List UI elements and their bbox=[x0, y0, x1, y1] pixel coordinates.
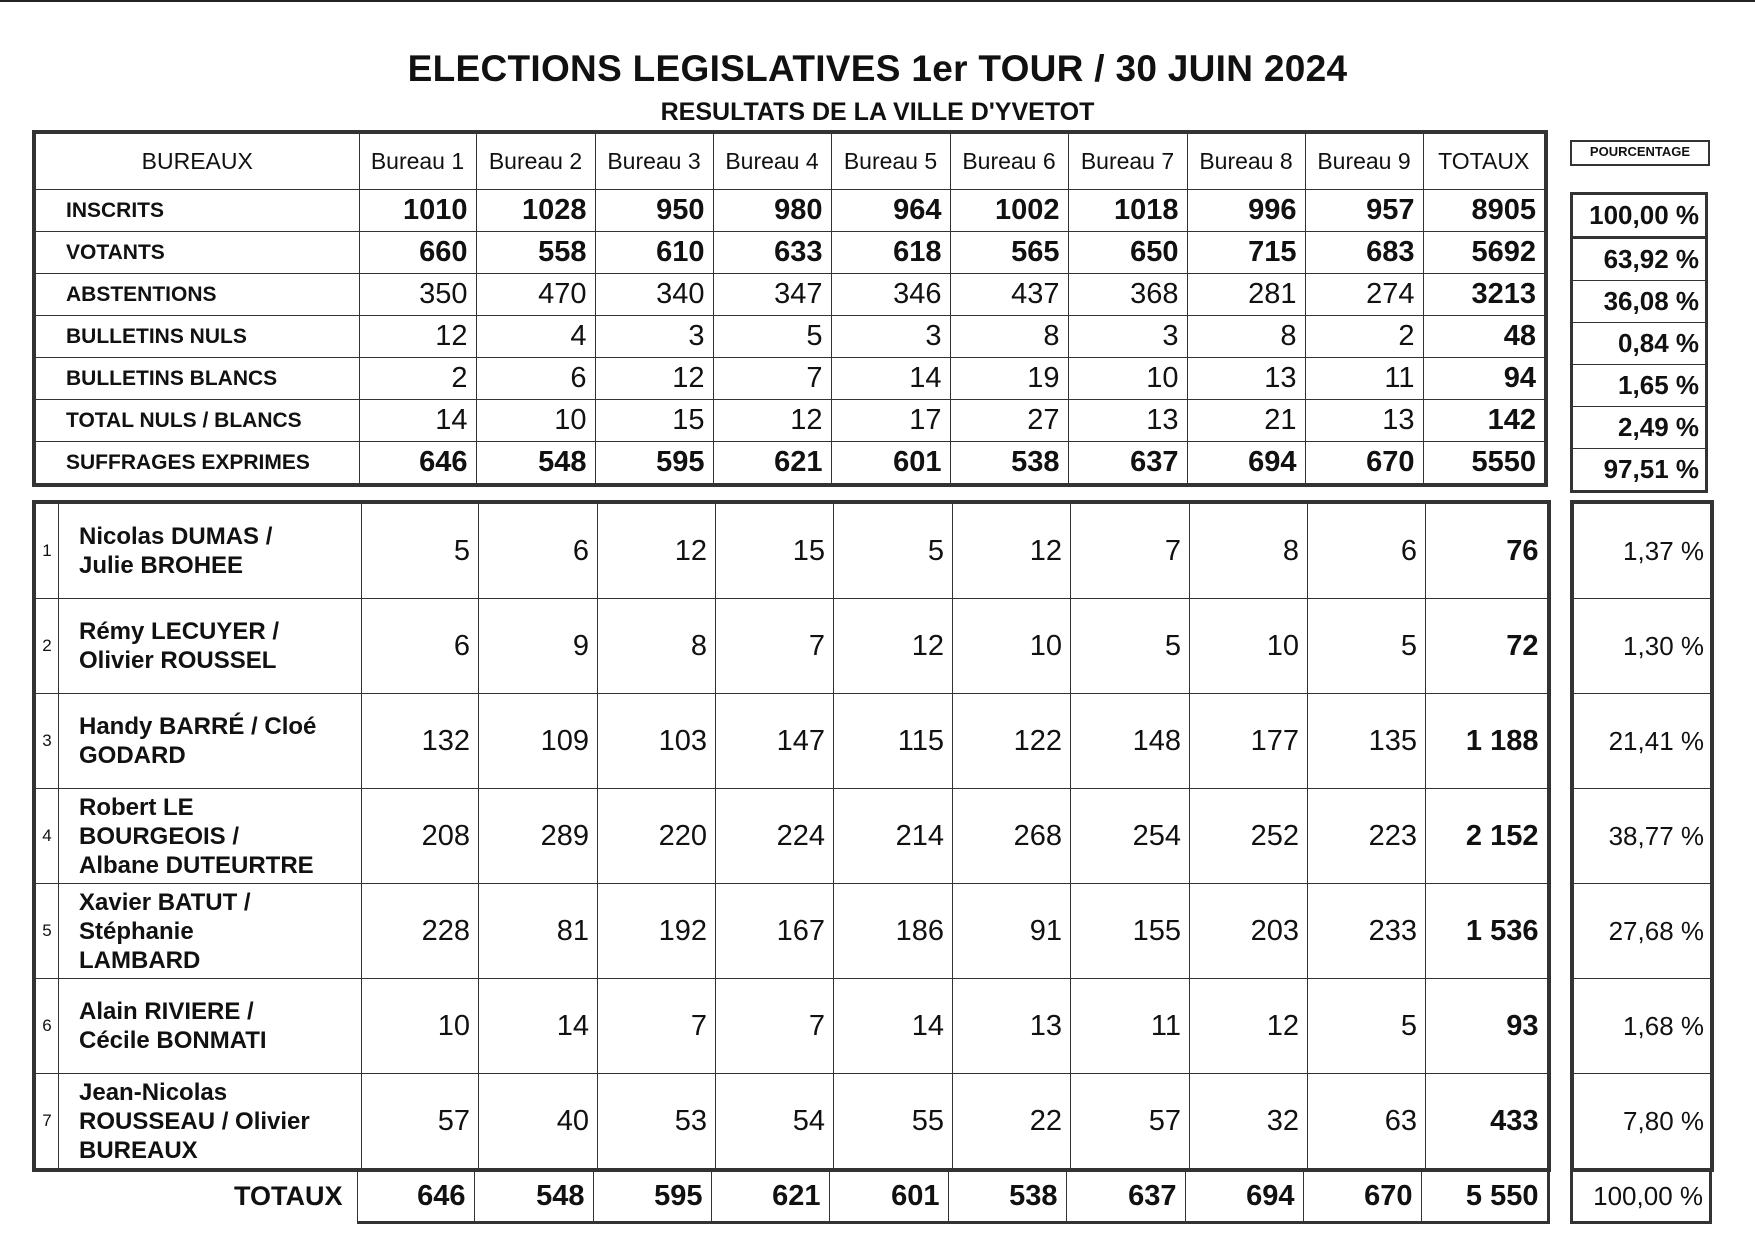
stats-row bbox=[34, 442, 1546, 486]
candidate-total: 72 bbox=[1426, 599, 1549, 694]
stats-cell: 15 bbox=[595, 400, 713, 442]
candidate-votes: 115 bbox=[834, 694, 953, 789]
stats-cell: 21 bbox=[1187, 400, 1305, 442]
candidate-name bbox=[59, 979, 362, 1074]
candidate-votes: 53 bbox=[598, 1074, 716, 1171]
candidate-votes: 6 bbox=[1308, 502, 1426, 599]
candidate-row bbox=[34, 694, 1549, 789]
stats-cell: 10 bbox=[1068, 358, 1187, 400]
candidate-row bbox=[34, 599, 1549, 694]
stats-cell: 618 bbox=[831, 232, 950, 274]
totals-value: 646 bbox=[357, 1170, 474, 1223]
stats-row-total: 3213 bbox=[1423, 274, 1546, 316]
stats-cell: 5 bbox=[713, 316, 831, 358]
candidate-votes: 109 bbox=[479, 694, 598, 789]
stats-cell: 13 bbox=[1187, 358, 1305, 400]
candidate-name-line: BUREAUX bbox=[79, 1136, 198, 1164]
header-bureau: Bureau 7 bbox=[1068, 132, 1187, 190]
candidate-votes: 208 bbox=[362, 789, 479, 884]
candidate-votes: 9 bbox=[479, 599, 598, 694]
candidate-votes: 7 bbox=[716, 979, 834, 1074]
candidate-votes: 155 bbox=[1071, 884, 1190, 979]
candidate-name-line: Xavier BATUT / bbox=[79, 888, 251, 916]
stats-row-label: INSCRITS bbox=[34, 190, 359, 232]
candidate-name-line: Rémy LECUYER / bbox=[79, 618, 280, 645]
candidate-votes: 135 bbox=[1308, 694, 1426, 789]
stats-row-label: ABSTENTIONS bbox=[34, 274, 359, 316]
candidate-votes: 220 bbox=[598, 789, 716, 884]
candidate-votes: 8 bbox=[1190, 502, 1308, 599]
candidate-votes: 11 bbox=[1071, 979, 1190, 1074]
candidate-percent-row bbox=[1572, 502, 1712, 599]
stats-cell: 1018 bbox=[1068, 190, 1187, 232]
totals-value: 548 bbox=[474, 1170, 593, 1223]
stats-cell: 8 bbox=[950, 316, 1068, 358]
candidate-votes: 22 bbox=[953, 1074, 1071, 1171]
candidate-votes: 289 bbox=[479, 789, 598, 884]
totals-value: 601 bbox=[829, 1170, 948, 1223]
stats-cell: 4 bbox=[476, 316, 595, 358]
stats-cell: 621 bbox=[713, 442, 831, 486]
candidate-votes: 12 bbox=[598, 502, 716, 599]
candidate-number: 5 bbox=[34, 884, 59, 979]
candidate-votes: 5 bbox=[362, 502, 479, 599]
stats-cell: 10 bbox=[476, 400, 595, 442]
stats-cell: 13 bbox=[1068, 400, 1187, 442]
stats-cell: 715 bbox=[1187, 232, 1305, 274]
candidate-votes: 40 bbox=[479, 1074, 598, 1171]
stats-cell: 957 bbox=[1305, 190, 1423, 232]
stats-cell: 694 bbox=[1187, 442, 1305, 486]
totals-value: 538 bbox=[948, 1170, 1066, 1223]
stats-cell: 281 bbox=[1187, 274, 1305, 316]
candidate-percent: 1,68 % bbox=[1572, 979, 1712, 1074]
totals-grand-total: 5 550 bbox=[1421, 1170, 1548, 1223]
stats-cell: 13 bbox=[1305, 400, 1423, 442]
stats-row-label: BULLETINS NULS bbox=[34, 316, 359, 358]
candidate-percent-row bbox=[1572, 694, 1712, 789]
candidate-votes: 54 bbox=[716, 1074, 834, 1171]
stats-row-label: VOTANTS bbox=[34, 232, 359, 274]
header-bureau: Bureau 8 bbox=[1187, 132, 1305, 190]
stats-cell: 12 bbox=[713, 400, 831, 442]
header-pourcentage: POURCENTAGE bbox=[1570, 140, 1710, 166]
candidate-name-line: Albane DUTEURTRE bbox=[79, 851, 314, 879]
candidate-name-line: Olivier ROUSSEL bbox=[79, 647, 277, 674]
candidate-votes: 5 bbox=[834, 502, 953, 599]
candidate-votes: 177 bbox=[1190, 694, 1308, 789]
candidate-votes: 57 bbox=[1071, 1074, 1190, 1171]
top-border-line bbox=[0, 0, 1755, 2]
header-bureau: Bureau 4 bbox=[713, 132, 831, 190]
stats-cell: 347 bbox=[713, 274, 831, 316]
candidate-votes: 228 bbox=[362, 884, 479, 979]
stats-cell: 637 bbox=[1068, 442, 1187, 486]
candidate-percent: 38,77 % bbox=[1572, 789, 1712, 884]
candidate-name-line: ROUSSEAU / Olivier bbox=[79, 1107, 310, 1135]
header-totaux: TOTAUX bbox=[1423, 132, 1546, 190]
stats-row-total: 142 bbox=[1423, 400, 1546, 442]
stats-row-percent: 97,51 % bbox=[1603, 454, 1699, 484]
stats-row bbox=[34, 274, 1546, 316]
candidate-votes: 63 bbox=[1308, 1074, 1426, 1171]
candidate-name-line: Nicolas DUMAS / bbox=[79, 523, 273, 550]
candidate-percent: 1,37 % bbox=[1572, 502, 1712, 599]
totals-percent: 100,00 % bbox=[1570, 1168, 1712, 1224]
header-bureaux: BUREAUX bbox=[34, 132, 359, 190]
stats-cell: 350 bbox=[359, 274, 476, 316]
candidate-votes: 254 bbox=[1071, 789, 1190, 884]
stats-cell: 6 bbox=[476, 358, 595, 400]
stats-cell: 650 bbox=[1068, 232, 1187, 274]
totals-value: 637 bbox=[1066, 1170, 1185, 1223]
header-bureau: Bureau 2 bbox=[476, 132, 595, 190]
candidate-votes: 55 bbox=[834, 1074, 953, 1171]
candidate-name bbox=[59, 789, 362, 884]
stats-row-total: 5692 bbox=[1423, 232, 1546, 274]
stats-cell: 274 bbox=[1305, 274, 1423, 316]
stats-row bbox=[34, 232, 1546, 274]
stats-cell: 950 bbox=[595, 190, 713, 232]
candidate-name-line: Cécile BONMATI bbox=[79, 1027, 267, 1054]
candidate-percent-row bbox=[1572, 979, 1712, 1074]
stats-row-label: BULLETINS BLANCS bbox=[34, 358, 359, 400]
candidate-votes: 10 bbox=[953, 599, 1071, 694]
totals-value: 670 bbox=[1303, 1170, 1421, 1223]
candidate-name-line: GODARD bbox=[79, 742, 186, 769]
stats-cell: 548 bbox=[476, 442, 595, 486]
candidate-percent: 27,68 % bbox=[1572, 884, 1712, 979]
stats-cell: 14 bbox=[359, 400, 476, 442]
candidate-votes: 122 bbox=[953, 694, 1071, 789]
candidate-votes: 6 bbox=[479, 502, 598, 599]
candidate-number: 2 bbox=[34, 599, 59, 694]
stats-cell: 12 bbox=[359, 316, 476, 358]
candidate-number: 3 bbox=[34, 694, 59, 789]
candidate-votes: 167 bbox=[716, 884, 834, 979]
candidate-votes: 5 bbox=[1071, 599, 1190, 694]
stats-cell: 17 bbox=[831, 400, 950, 442]
candidate-votes: 103 bbox=[598, 694, 716, 789]
stats-cell: 8 bbox=[1187, 316, 1305, 358]
candidate-votes: 5 bbox=[1308, 979, 1426, 1074]
candidate-name-line: Handy BARRÉ / Cloé bbox=[79, 713, 317, 740]
header-bureau: Bureau 3 bbox=[595, 132, 713, 190]
candidate-percent: 7,80 % bbox=[1572, 1074, 1712, 1171]
stats-row bbox=[34, 316, 1546, 358]
candidate-votes: 10 bbox=[1190, 599, 1308, 694]
stats-cell: 2 bbox=[359, 358, 476, 400]
stats-cell: 19 bbox=[950, 358, 1068, 400]
candidate-votes: 203 bbox=[1190, 884, 1308, 979]
stats-cell: 660 bbox=[359, 232, 476, 274]
stats-row bbox=[34, 400, 1546, 442]
candidate-votes: 13 bbox=[953, 979, 1071, 1074]
stats-cell: 27 bbox=[950, 400, 1068, 442]
candidate-votes: 12 bbox=[1190, 979, 1308, 1074]
totals-row bbox=[32, 1170, 1548, 1223]
candidate-number: 7 bbox=[34, 1074, 59, 1171]
stats-cell: 558 bbox=[476, 232, 595, 274]
candidate-name bbox=[59, 694, 362, 789]
header-bureau: Bureau 9 bbox=[1305, 132, 1423, 190]
stats-cell: 595 bbox=[595, 442, 713, 486]
stats-cell: 670 bbox=[1305, 442, 1423, 486]
candidate-row bbox=[34, 1074, 1549, 1171]
candidate-total: 2 152 bbox=[1426, 789, 1549, 884]
candidate-votes: 268 bbox=[953, 789, 1071, 884]
stats-cell: 2 bbox=[1305, 316, 1423, 358]
candidate-votes: 252 bbox=[1190, 789, 1308, 884]
candidate-votes: 223 bbox=[1308, 789, 1426, 884]
stats-row bbox=[34, 358, 1546, 400]
candidate-votes: 12 bbox=[834, 599, 953, 694]
candidate-name-line: Stéphanie bbox=[79, 917, 194, 945]
stats-header-row bbox=[34, 132, 1546, 190]
stats-cell: 346 bbox=[831, 274, 950, 316]
candidate-votes: 14 bbox=[479, 979, 598, 1074]
candidate-votes: 5 bbox=[1308, 599, 1426, 694]
stats-cell: 340 bbox=[595, 274, 713, 316]
stats-percent-row bbox=[1572, 238, 1707, 281]
candidate-name-line: Jean-Nicolas bbox=[79, 1078, 228, 1106]
stats-cell: 11 bbox=[1305, 358, 1423, 400]
stats-table bbox=[32, 130, 1548, 487]
candidate-percent-row bbox=[1572, 789, 1712, 884]
stats-row-percent: 0,84 % bbox=[1572, 323, 1707, 365]
stats-row bbox=[34, 190, 1546, 232]
candidate-percent-row bbox=[1572, 599, 1712, 694]
candidate-row bbox=[34, 979, 1549, 1074]
stats-cell: 3 bbox=[831, 316, 950, 358]
candidate-votes: 57 bbox=[362, 1074, 479, 1171]
candidate-votes: 8 bbox=[598, 599, 716, 694]
totals-value: 694 bbox=[1185, 1170, 1303, 1223]
stats-cell: 683 bbox=[1305, 232, 1423, 274]
header-bureau: Bureau 6 bbox=[950, 132, 1068, 190]
stats-row-total: 8905 bbox=[1423, 190, 1546, 232]
candidate-name bbox=[59, 884, 362, 979]
totals-value: 595 bbox=[593, 1170, 711, 1223]
stats-percent-row bbox=[1572, 281, 1707, 323]
stats-percent-row bbox=[1572, 365, 1707, 407]
totals-table bbox=[32, 1168, 1550, 1224]
candidate-name-line: BOURGEOIS / bbox=[79, 822, 240, 850]
candidate-number: 1 bbox=[34, 502, 59, 599]
candidate-votes: 32 bbox=[1190, 1074, 1308, 1171]
candidate-percent-row bbox=[1572, 1074, 1712, 1171]
candidate-row bbox=[34, 884, 1549, 979]
candidate-votes: 214 bbox=[834, 789, 953, 884]
totals-value: 621 bbox=[711, 1170, 829, 1223]
stats-row-percent: 100,00 % bbox=[1572, 194, 1707, 238]
stats-cell: 12 bbox=[595, 358, 713, 400]
candidate-votes: 81 bbox=[479, 884, 598, 979]
candidate-votes: 7 bbox=[1071, 502, 1190, 599]
candidate-name bbox=[59, 502, 362, 599]
page-title: ELECTIONS LEGISLATIVES 1er TOUR / 30 JUIN 2024 bbox=[407, 48, 1348, 89]
candidate-votes: 10 bbox=[362, 979, 479, 1074]
stats-percent-row bbox=[1572, 194, 1707, 238]
stats-row-label: TOTAL NULS / BLANCS bbox=[34, 400, 359, 442]
stats-percent-row bbox=[1572, 449, 1707, 492]
candidate-votes: 192 bbox=[598, 884, 716, 979]
candidate-votes: 147 bbox=[716, 694, 834, 789]
stats-row-percent: 2,49 % bbox=[1572, 407, 1707, 449]
candidate-total: 76 bbox=[1426, 502, 1549, 599]
stats-row-label: SUFFRAGES EXPRIMES bbox=[34, 442, 359, 486]
candidate-votes: 233 bbox=[1308, 884, 1426, 979]
stats-cell: 368 bbox=[1068, 274, 1187, 316]
candidate-row bbox=[34, 502, 1549, 599]
stats-row-total: 48 bbox=[1423, 316, 1546, 358]
candidate-total: 433 bbox=[1426, 1074, 1549, 1171]
stats-row-percent: 36,08 % bbox=[1572, 281, 1707, 323]
candidate-votes: 12 bbox=[953, 502, 1071, 599]
candidate-votes: 132 bbox=[362, 694, 479, 789]
stats-cell: 646 bbox=[359, 442, 476, 486]
stats-row-total: 5550 bbox=[1423, 442, 1546, 486]
candidate-votes: 224 bbox=[716, 789, 834, 884]
candidate-name-line: Alain RIVIERE / bbox=[79, 998, 254, 1025]
stats-row-percent: 63,92 % bbox=[1572, 238, 1707, 281]
candidate-total: 93 bbox=[1426, 979, 1549, 1074]
stats-row-total: 94 bbox=[1423, 358, 1546, 400]
stats-cell: 601 bbox=[831, 442, 950, 486]
totals-label: TOTAUX bbox=[233, 1180, 343, 1211]
stats-row-percent: 1,65 % bbox=[1572, 365, 1707, 407]
candidate-votes: 14 bbox=[834, 979, 953, 1074]
stats-cell: 437 bbox=[950, 274, 1068, 316]
stats-cell: 7 bbox=[713, 358, 831, 400]
candidate-votes: 148 bbox=[1071, 694, 1190, 789]
candidate-name-line: Julie BROHEE bbox=[79, 552, 244, 579]
candidates-table bbox=[32, 500, 1551, 1172]
candidate-total: 1 188 bbox=[1426, 694, 1549, 789]
candidate-name bbox=[59, 1074, 362, 1171]
stats-cell: 470 bbox=[476, 274, 595, 316]
stats-cell: 996 bbox=[1187, 190, 1305, 232]
stats-percent-table bbox=[1570, 192, 1708, 493]
header-bureau: Bureau 1 bbox=[359, 132, 476, 190]
candidate-name-line: LAMBARD bbox=[79, 946, 201, 974]
header-bureau: Bureau 5 bbox=[831, 132, 950, 190]
candidate-votes: 15 bbox=[716, 502, 834, 599]
candidate-percent: 1,30 % bbox=[1572, 599, 1712, 694]
candidate-votes: 186 bbox=[834, 884, 953, 979]
candidate-votes: 7 bbox=[598, 979, 716, 1074]
candidate-number: 6 bbox=[34, 979, 59, 1074]
candidate-number: 4 bbox=[34, 789, 59, 884]
stats-cell: 3 bbox=[595, 316, 713, 358]
candidate-percent: 21,41 % bbox=[1572, 694, 1712, 789]
stats-cell: 633 bbox=[713, 232, 831, 274]
stats-cell: 1028 bbox=[476, 190, 595, 232]
stats-percent-row bbox=[1572, 407, 1707, 449]
stats-cell: 565 bbox=[950, 232, 1068, 274]
candidate-votes: 6 bbox=[362, 599, 479, 694]
candidate-percent-row bbox=[1572, 884, 1712, 979]
candidate-votes: 7 bbox=[716, 599, 834, 694]
candidate-votes: 91 bbox=[953, 884, 1071, 979]
candidate-name bbox=[59, 599, 362, 694]
candidate-name-line: Robert LE bbox=[79, 793, 194, 821]
stats-cell: 14 bbox=[831, 358, 950, 400]
stats-cell: 538 bbox=[950, 442, 1068, 486]
stats-cell: 964 bbox=[831, 190, 950, 232]
stats-cell: 1010 bbox=[359, 190, 476, 232]
stats-percent-row bbox=[1572, 323, 1707, 365]
candidate-row bbox=[34, 789, 1549, 884]
stats-cell: 980 bbox=[713, 190, 831, 232]
page-subtitle: RESULTATS DE LA VILLE D'YVETOT bbox=[660, 98, 1095, 126]
stats-cell: 3 bbox=[1068, 316, 1187, 358]
candidate-total: 1 536 bbox=[1426, 884, 1549, 979]
candidates-percent-table bbox=[1570, 500, 1714, 1172]
stats-cell: 610 bbox=[595, 232, 713, 274]
stats-cell: 1002 bbox=[950, 190, 1068, 232]
